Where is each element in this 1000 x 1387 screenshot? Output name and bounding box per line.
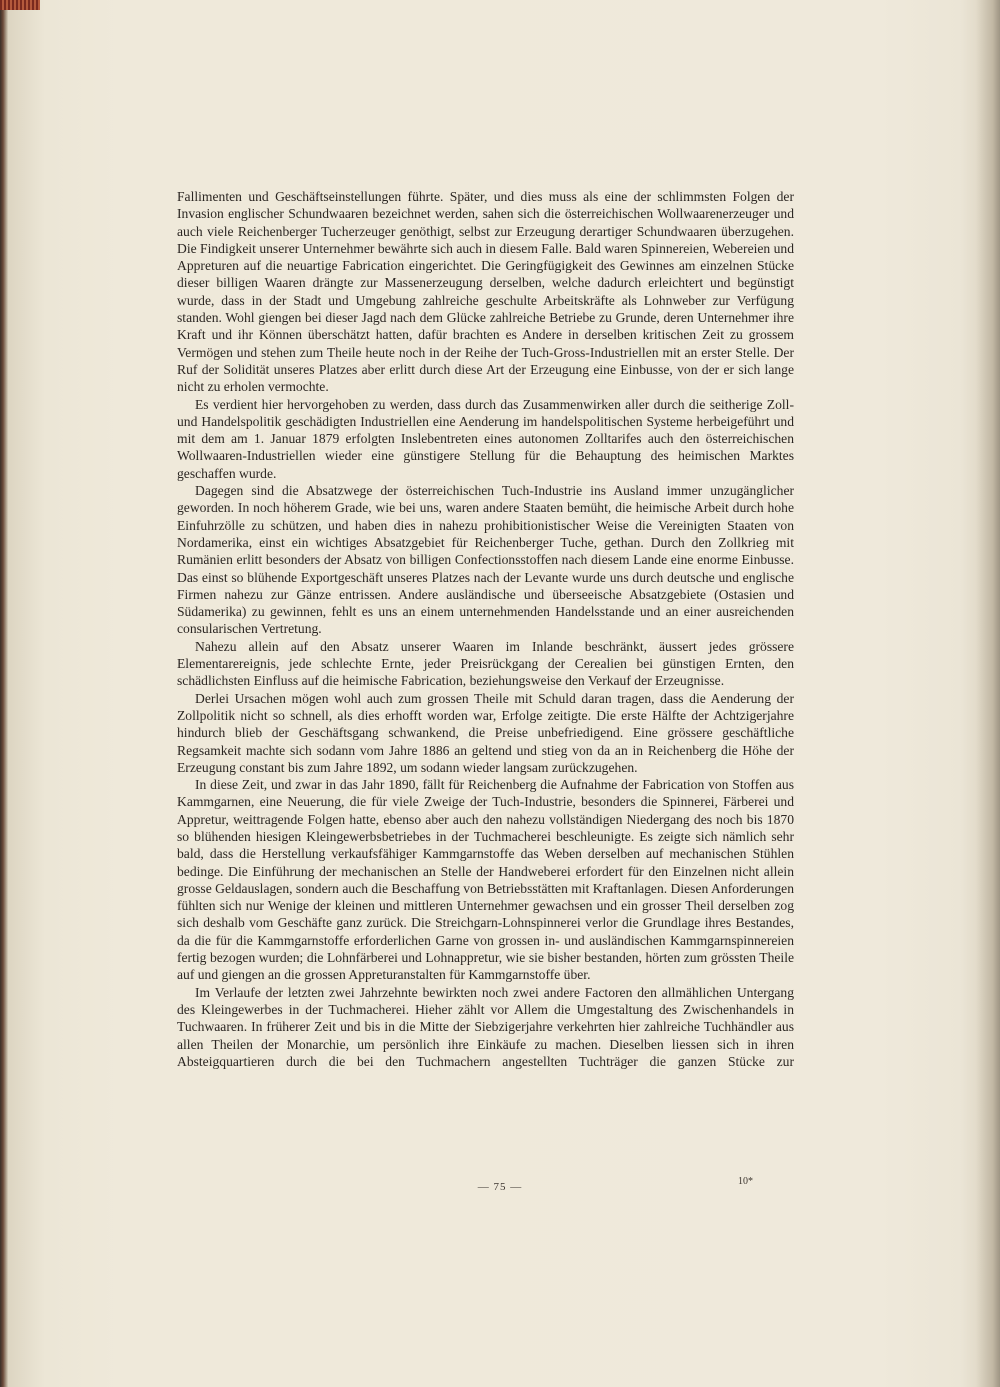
- paragraph-7: Im Verlaufe der letzten zwei Jahrzehnte bewirkten noch zwei andere Factoren den allmählichen Untergang des Kleingewerbes in der Tuchmacherei. Hieher zählt vor Allem die Umgestaltung des Zwischenhandels in Tuchwaaren. In früherer Zeit und bis in die Mitte der Siebzigerjahre verkehrten hier zahlreiche Tuchhändler aus allen Theilen der Monarchie, um persönlich ihre Einkäufe zu machen. Dieselben liessen sich in ihren Absteigquartieren durch die bei den Tuchmachern angestellten Tuchträger die ganzen Stücke zur: [177, 984, 794, 1069]
- binding-thread: [0, 0, 40, 10]
- signature-mark: 10*: [738, 1176, 753, 1187]
- paragraph-2: Es verdient hier hervorgehoben zu werden, dass durch das Zusammenwirken aller durch die seitherige Zoll- und Handelspolitik geschädigten Industriellen eine Aenderung im handelspolitischen Systeme herbeigeführt und mit dem am 1. Januar 1879 erfolgten Inslebentreten eines autonomen Zolltarifes auch den österreichischen Wollwaaren-Industriellen wieder eine günstigere Stellung für die Behauptung des heimischen Marktes geschaffen wurde.: [177, 396, 794, 481]
- paragraph-6: In diese Zeit, und zwar in das Jahr 1890, fällt für Reichenberg die Aufnahme der Fabrication von Stoffen aus Kammgarnen, eine Neuerung, die für viele Zweige der Tuch-Industrie, besonders die Spinnerei, Färberei und Appretur, weittragende Folgen hatte, ebenso aber auch den nahezu vollständigen Niedergang des noch bis 1870 so blühenden hiesigen Kleingewerbsbetriebes in der Tuchmacherei beschleunigte. Es zeigte sich nämlich sehr bald, dass die Herstellung verkaufsfähiger Kammgarnstoffe das Weben derselben auf mechanischen Stühlen bedinge. Die Einführung der mechanischen an Stelle der Handweberei erfordert für den Einzelnen nicht allein grosse Geldauslagen, sondern auch die Beschaffung von Betriebsstätten mit Kraftanlagen. Diesen Anforderungen fühlten sich nur Wenige der kleinen und mittleren Unternehmer gewachsen und ein grosser Theil derselben zog sich deshalb vom Geschäfte ganz zurück. Die Streichgarn-Lohnspinnerei verlor die Grundlage ihres Bestandes, da die für die Kammgarnstoffe erforderlichen Garne von grossen in- und ausländischen Kammgarnspinnereien fertig bezogen wurden; die Lohnfärberei und Lohnappretur, wie sie bisher bestanden, hörten zum grössten Theile auf und giengen an die grossen Appreturanstalten für Kammgarnstoffe über.: [177, 777, 794, 983]
- paragraph-1: Fallimenten und Geschäftseinstellungen führte. Später, und dies muss als eine der schlimmsten Folgen der Invasion englischer Schundwaaren bezeichnet werden, sahen sich die österreichischen Wollwaarenerzeuger und auch viele Reichenberger Tucherzeuger genöthigt, selbst zur Erzeugung derartiger Schundwaaren überzugehen. Die Findigkeit unserer Unternehmer bewährte sich auch in diesem Falle. Bald waren Spinnereien, Webereien und Appreturen auf die neuartige Fabrication eingerichtet. Die Geringfügigkeit des Gewinnes am einzelnen Stücke dieser billigen Waaren drängte zur Massenerzeugung derselben, welche dadurch erleichtert und begünstigt wurde, dass in der Stadt und Umgebung zahlreiche geschulte Arbeitskräfte als Lohnweber zur Verfügung standen. Wohl giengen bei dieser Jagd nach dem Glücke zahlreiche Betriebe zu Grunde, deren Unternehmer ihre Kraft und ihr Können überschätzt hatten, dafür brachten es Andere in derselben kritischen Zeit zu grossem Vermögen und stehen zum Theile heute noch in der Reihe der Tuch-Gross-Industriellen mit an erster Stelle. Der Ruf der Solidität unseres Platzes aber erlitt durch diese Art der Erzeugung eine Einbusse, von der er sich lange nicht zu erholen vermochte.: [177, 189, 794, 395]
- page-number: — 75 —: [477, 1181, 523, 1193]
- body-text: [177, 188, 794, 1070]
- paragraph-5: Derlei Ursachen mögen wohl auch zum grossen Theile mit Schuld daran tragen, dass die Aenderung der Zollpolitik nicht so schnell, als dies erhofft worden war, Erfolge zeitigte. Die erste Hälfte der Achtzigerjahre hindurch blieb der Geschäftsgang schwankend, die Preise unbefriedigend. Eine grössere geschäftliche Regsamkeit machte sich sodann vom Jahre 1886 an geltend und stieg von da an in Reichenberg die Höhe der Erzeugung constant bis zum Jahre 1892, um sodann wieder langsam zurückzugehen.: [177, 690, 794, 775]
- paragraph-3: Dagegen sind die Absatzwege der österreichischen Tuch-Industrie ins Ausland immer unzugänglicher geworden. In noch höherem Grade, wie bei uns, waren andere Staaten bemüht, die heimische Arbeit durch hohe Einfuhrzölle zu schützen, und haben dies in nahezu prohibitionistischer Weise die Vereinigten Staaten von Nordamerika, einst ein wichtiges Absatzgebiet für Reichenberger Tuche, gethan. Durch den Zollkrieg mit Rumänien erlitt besonders der Absatz von billigen Confectionsstoffen nach diesem Lande eine enorme Einbusse. Das einst so blühende Exportgeschäft unseres Platzes nach der Levante wurde uns durch deutsche und englische Firmen nahezu zur Gänze entrissen. Andere ausländische und überseeische Absatzgebiete (Ostasien und Südamerika) zu gewinnen, fehlt es uns an einem unternehmenden Handelsstande und an einer ausreichenden consularischen Vertretung.: [177, 483, 794, 637]
- page-edge-shadow: [976, 0, 1000, 1387]
- book-spine: [0, 0, 8, 1387]
- paragraph-4: Nahezu allein auf den Absatz unserer Waaren im Inlande beschränkt, äussert jedes grössere Elementarereignis, jede schlechte Ernte, jeder Preisrückgang der Cerealien bei günstigen Ernten, den schädlichsten Einfluss auf die heimische Fabrication, beziehungsweise den Verkauf der Erzeugnisse.: [177, 638, 794, 689]
